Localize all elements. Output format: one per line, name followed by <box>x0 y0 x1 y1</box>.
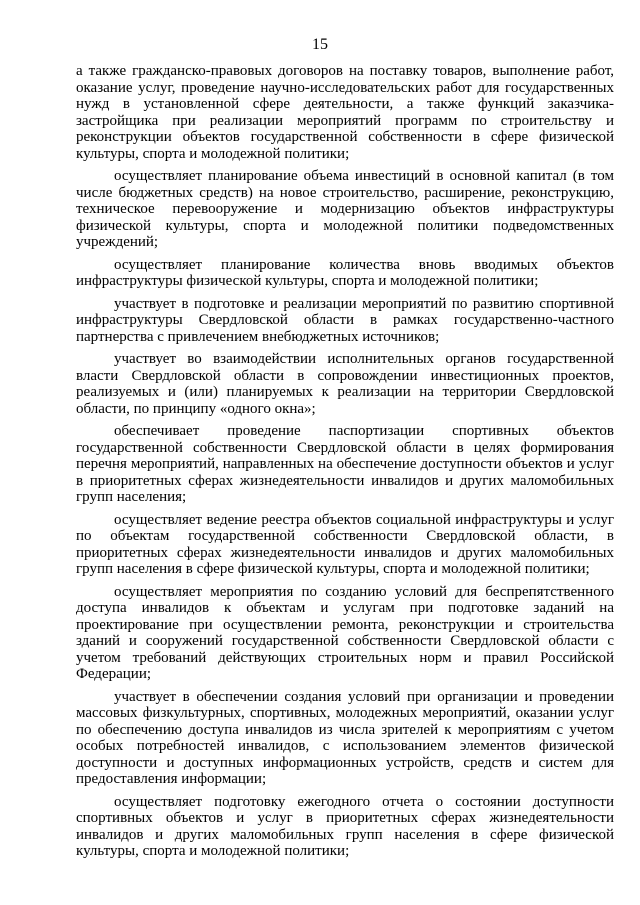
paragraph-1: а также гражданско-правовых договоров на поставку товаров, выполнение работ, оказание услуг, проведение научно-исследовательских работ для государственных нужд в установленной сфере деятельности, а также функций заказчика-застройщика при реализации мероприятий программ по строительству и реконструкции объектов государственной собственности в сфере физической культуры, спорта и молодежной политики; <box>76 63 614 162</box>
paragraph-6: обеспечивает проведение паспортизации спортивных объектов государственной собственности Свердловской области в целях формирования перечня мероприятий, направленных на обеспечение доступности объектов и услуг в приоритетных сферах жизнедеятельности инвалидов и других маломобильных групп населения; <box>76 423 614 505</box>
paragraph-3: осуществляет планирование количества вновь вводимых объектов инфраструктуры физической культуры, спорта и молодежной политики; <box>76 256 614 289</box>
paragraph-10: осуществляет подготовку ежегодного отчета о состоянии доступности спортивных объектов и услуг в приоритетных сферах жизнедеятельности инвалидов и других маломобильных групп населения в сфере физической культуры, спорта и молодежной политики; <box>76 793 614 859</box>
paragraph-7: осуществляет ведение реестра объектов социальной инфраструктуры и услуг по объектам государственной собственности Свердловской области, в приоритетных сферах жизнедеятельности инвалидов и других маломобильных групп населения в сфере физической культуры, спорта и молодежной политики; <box>76 511 614 577</box>
paragraph-4: участвует в подготовке и реализации мероприятий по развитию спортивной инфраструктуры Свердловской области в рамках государственно-частного партнерства с привлечением внебюджетных источников; <box>76 295 614 345</box>
paragraph-5: участвует во взаимодействии исполнительных органов государственной власти Свердловской области в сопровождении инвестиционных проектов, реализуемых и (или) планируемых к реализации на территории Свердловской области, по принципу «одного окна»; <box>76 351 614 417</box>
paragraph-2: осуществляет планирование объема инвестиций в основной капитал (в том числе бюджетных средств) на новое строительство, расширение, реконструкцию, техническое перевооружение и модернизацию объектов инфраструктуры физической культуры, спорта и молодежной политики подведомственных учреждений; <box>76 168 614 250</box>
document-body <box>76 63 614 866</box>
paragraph-9: участвует в обеспечении создания условий при организации и проведении массовых физкультурных, спортивных, молодежных мероприятий, оказании услуг по обеспечению доступа инвалидов из числа зрителей к мероприятиям с учетом особых потребностей инвалидов, с использованием элементов физической доступности и доступных информационных устройств, средств и систем для предоставления информации; <box>76 688 614 787</box>
paragraph-8: осуществляет мероприятия по созданию условий для беспрепятственного доступа инвалидов к объектам и услугам при подготовке заданий на проектирование при осуществлении ремонта, реконструкции и строительства зданий и сооружений государственной собственности Свердловской области с учетом требований действующих строительных норм и правил Российской Федерации; <box>76 583 614 682</box>
page-number: 15 <box>312 36 328 53</box>
